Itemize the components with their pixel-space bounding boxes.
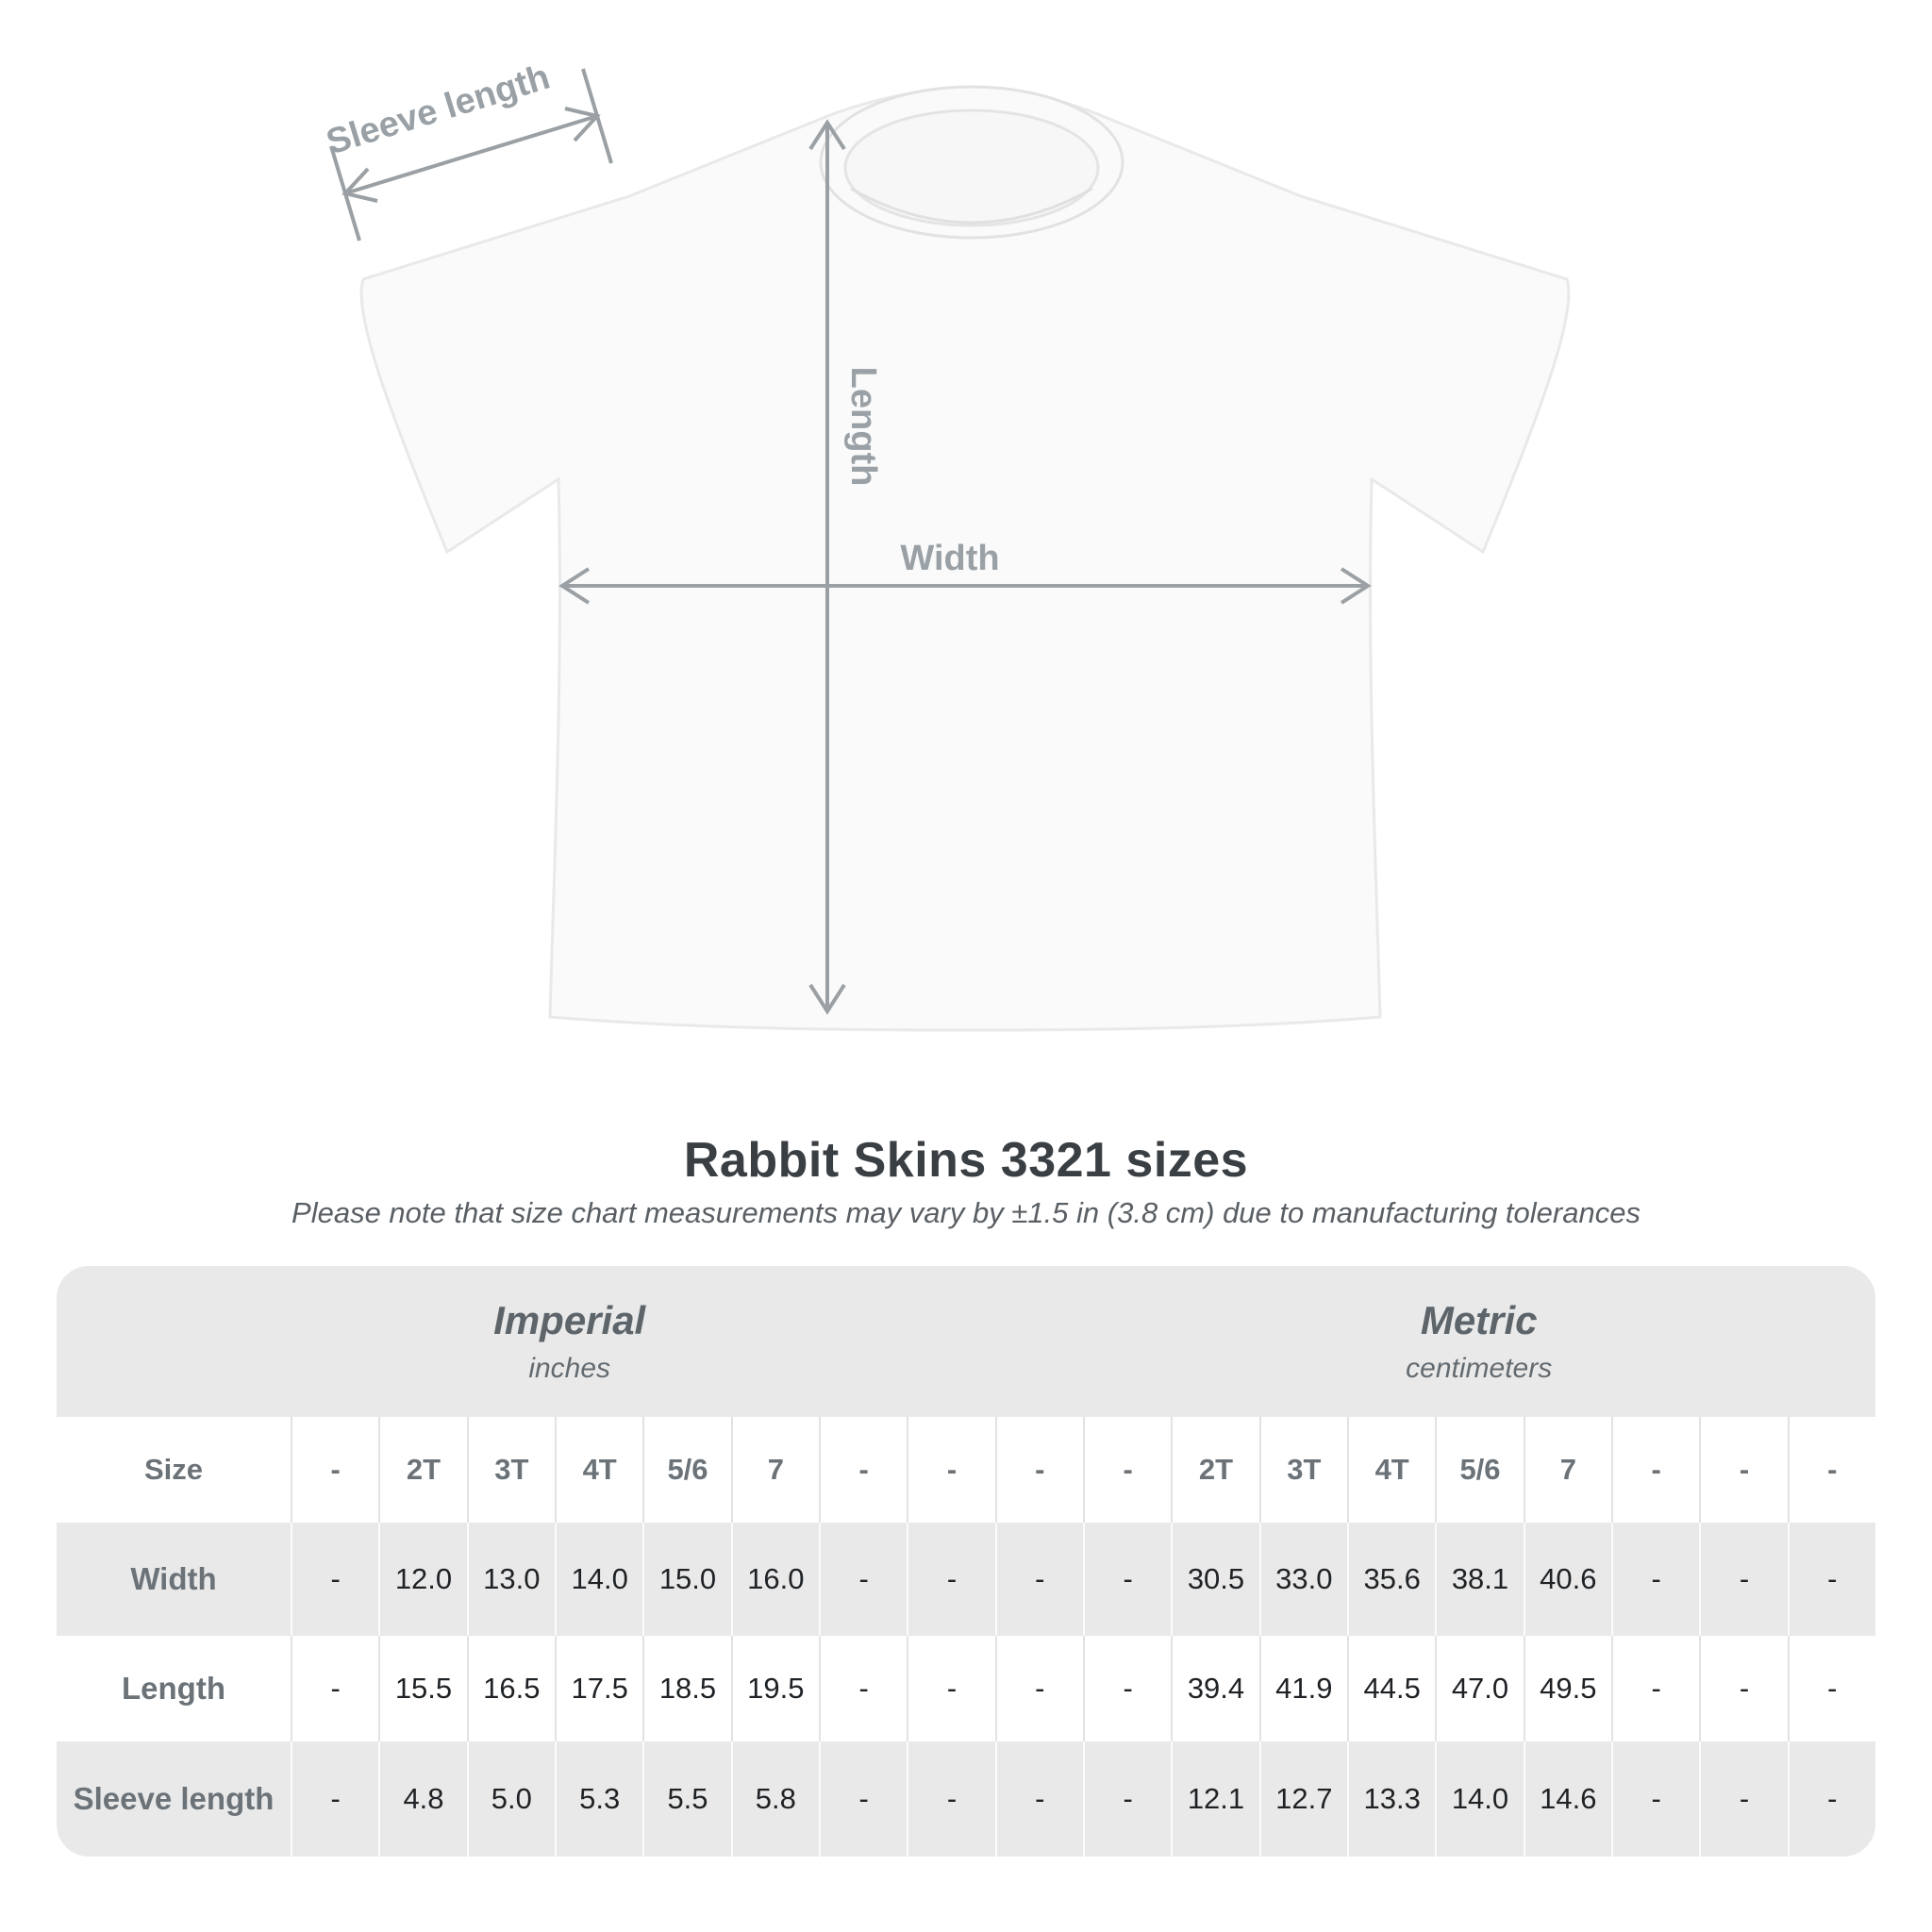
size-column-header: 4T (555, 1417, 642, 1523)
sleeve-length-value-cell: - (1699, 1741, 1787, 1857)
size-column-header: - (291, 1417, 378, 1523)
length-value-cell: - (1611, 1636, 1699, 1741)
length-value-cell: - (291, 1636, 378, 1741)
sleeve-length-label: Sleeve length (322, 57, 555, 163)
row-label-sleeve-length: Sleeve length (73, 1781, 275, 1816)
size-column-header: 5/6 (1435, 1417, 1523, 1523)
sleeve-length-value-cell: 4.8 (378, 1741, 466, 1857)
size-column-header: 3T (467, 1417, 555, 1523)
length-value-cell: 18.5 (642, 1636, 730, 1741)
length-value-cell: 17.5 (555, 1636, 642, 1741)
length-value-cell: - (1699, 1636, 1787, 1741)
sleeve-length-value-cell: 14.6 (1524, 1741, 1611, 1857)
sleeve-length-value-cell: 5.0 (467, 1741, 555, 1857)
size-column-header: - (995, 1417, 1083, 1523)
width-value-cell: 30.5 (1171, 1523, 1258, 1636)
unit-group-unit: inches (528, 1353, 611, 1384)
size-column-header: 4T (1347, 1417, 1435, 1523)
width-value-cell: - (291, 1523, 378, 1636)
unit-banner (57, 1266, 1875, 1417)
size-column-header: 5/6 (642, 1417, 730, 1523)
width-value-cell: - (1699, 1523, 1787, 1636)
sleeve-length-value-cell: 5.5 (642, 1741, 730, 1857)
length-value-cell: - (819, 1636, 907, 1741)
sleeve-length-value-cell: 14.0 (1435, 1741, 1523, 1857)
length-value-cell: 15.5 (378, 1636, 466, 1741)
width-value-cell: - (907, 1523, 994, 1636)
width-value-cell: 16.0 (731, 1523, 819, 1636)
tolerance-note: Please note that size chart measurements may vary by ±1.5 in (3.8 cm) due to manufacturing tolerances (291, 1196, 1641, 1229)
length-row (57, 1636, 1875, 1741)
unit-group-name: Imperial (493, 1298, 646, 1342)
sleeve-length-row (57, 1741, 1875, 1857)
sleeve-length-value-cell: - (819, 1741, 907, 1857)
length-value-cell: 47.0 (1435, 1636, 1523, 1741)
width-value-cell: - (819, 1523, 907, 1636)
width-value-cell: 14.0 (555, 1523, 642, 1636)
size-column-header: 7 (731, 1417, 819, 1523)
size-column-header: - (1788, 1417, 1875, 1523)
size-column-header: - (1699, 1417, 1787, 1523)
size-column-header: - (1611, 1417, 1699, 1523)
sleeve-length-value-cell: 13.3 (1347, 1741, 1435, 1857)
unit-group-imperial (57, 1266, 1082, 1417)
unit-group-unit: centimeters (1406, 1353, 1553, 1384)
row-label-length: Length (122, 1671, 225, 1706)
width-value-cell: 40.6 (1524, 1523, 1611, 1636)
size-column-header: 2T (378, 1417, 466, 1523)
row-label-width: Width (130, 1561, 217, 1596)
width-value-cell: 35.6 (1347, 1523, 1435, 1636)
width-value-cell: - (1083, 1523, 1171, 1636)
width-value-cell: 12.0 (378, 1523, 466, 1636)
length-value-cell: 41.9 (1259, 1636, 1347, 1741)
size-column-header: - (907, 1417, 994, 1523)
width-value-cell: 15.0 (642, 1523, 730, 1636)
width-value-cell: 13.0 (467, 1523, 555, 1636)
sleeve-length-value-cell: 5.3 (555, 1741, 642, 1857)
width-label: Width (900, 539, 1000, 578)
length-value-cell: - (995, 1636, 1083, 1741)
length-value-cell: - (1083, 1636, 1171, 1741)
size-column-header: 2T (1171, 1417, 1258, 1523)
width-value-cell: - (1611, 1523, 1699, 1636)
sleeve-length-value-cell: - (995, 1741, 1083, 1857)
length-label: Length (843, 366, 883, 487)
sleeve-length-value-cell: - (1611, 1741, 1699, 1857)
sleeve-length-value-cell: - (907, 1741, 994, 1857)
length-value-cell: 44.5 (1347, 1636, 1435, 1741)
collar-rib (845, 110, 1098, 225)
sleeve-length-value-cell: - (291, 1741, 378, 1857)
page-title: Rabbit Skins 3321 sizes (683, 1133, 1249, 1188)
size-header-row (57, 1417, 1875, 1523)
sleeve-length-value-cell: 5.8 (731, 1741, 819, 1857)
size-column-header: 3T (1259, 1417, 1347, 1523)
length-value-cell: - (907, 1636, 994, 1741)
sleeve-length-value-cell: - (1083, 1741, 1171, 1857)
size-column-header: 7 (1524, 1417, 1611, 1523)
size-table (57, 1266, 1875, 1857)
width-value-cell: 38.1 (1435, 1523, 1523, 1636)
row-label-size: Size (143, 1453, 204, 1486)
unit-group-metric (1082, 1266, 1875, 1417)
sleeve-length-value-cell: - (1788, 1741, 1875, 1857)
length-value-cell: 39.4 (1171, 1636, 1258, 1741)
width-value-cell: - (1788, 1523, 1875, 1636)
length-value-cell: - (1788, 1636, 1875, 1741)
length-value-cell: 19.5 (731, 1636, 819, 1741)
size-column-header: - (1083, 1417, 1171, 1523)
length-value-cell: 49.5 (1524, 1636, 1611, 1741)
length-value-cell: 16.5 (467, 1636, 555, 1741)
size-column-header: - (819, 1417, 907, 1523)
width-row (57, 1523, 1875, 1636)
width-value-cell: 33.0 (1259, 1523, 1347, 1636)
unit-group-name: Metric (1420, 1298, 1538, 1342)
sleeve-length-value-cell: 12.1 (1171, 1741, 1258, 1857)
width-value-cell: - (995, 1523, 1083, 1636)
sleeve-length-value-cell: 12.7 (1259, 1741, 1347, 1857)
